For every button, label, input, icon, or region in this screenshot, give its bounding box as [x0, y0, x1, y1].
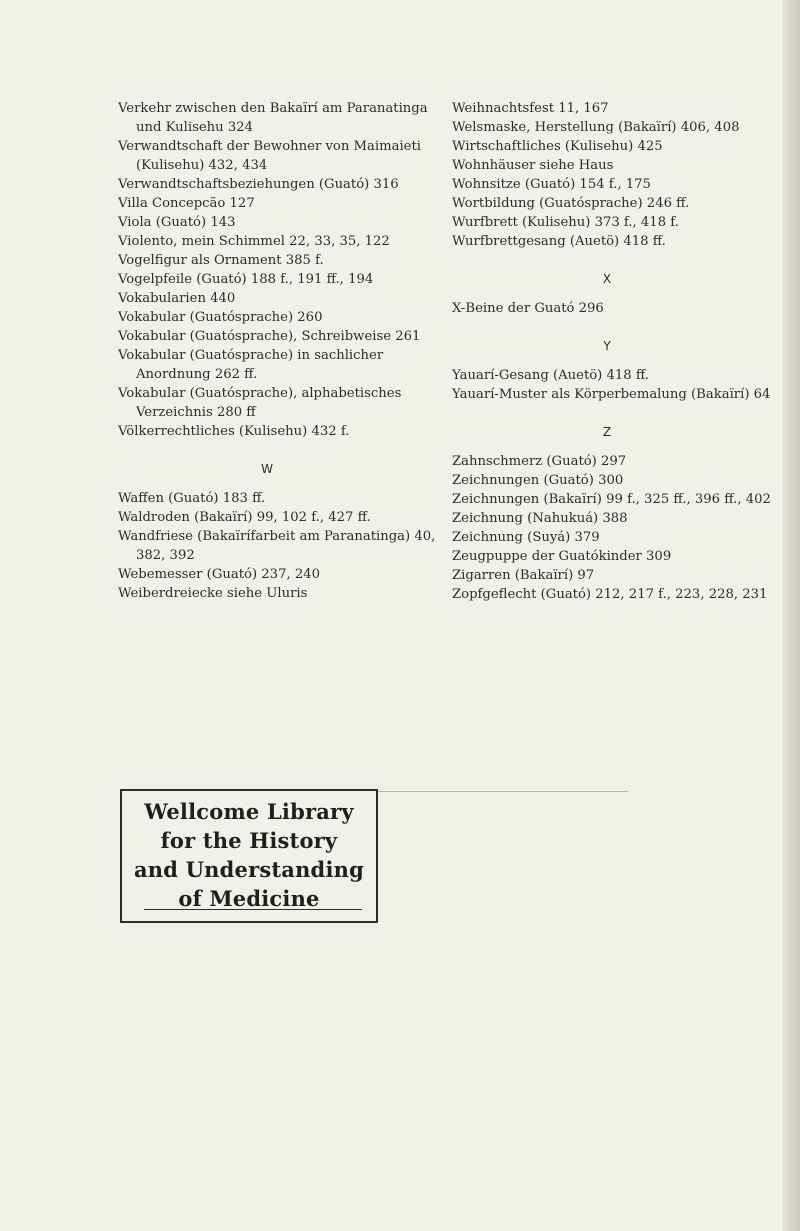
index-column-left	[118, 99, 436, 603]
index-entry: Wirtschaftliches (Kulisehu) 425	[452, 139, 663, 154]
index-entry: Wohnsitze (Guató) 154 f., 175	[452, 177, 651, 192]
library-stamp	[120, 789, 378, 923]
index-entry: Waffen (Guató) 183 ff.	[118, 491, 266, 506]
index-entry: Weiberdreiecke siehe Uluris	[118, 586, 308, 601]
index-entry: Vokabular (Guatósprache) in sachlicher Anordnung 262 ff.	[118, 348, 384, 382]
index-entry: Völkerrechtliches (Kulisehu) 432 f.	[118, 424, 350, 439]
stamp-line: and Understanding	[134, 857, 364, 882]
stamp-underline	[144, 909, 362, 910]
index-entry: Vokabular (Guatósprache) 260	[118, 310, 323, 325]
index-entry: Verkehr zwischen den Bakaïrí am Paranatinga und Kulisehu 324	[118, 101, 428, 135]
section-letter-y: Y	[603, 339, 611, 353]
index-entry: Violento, mein Schimmel 22, 33, 35, 122	[118, 234, 390, 249]
index-entry: Welsmaske, Herstellung (Bakaïrí) 406, 408	[452, 120, 740, 135]
index-entry: Zeichnungen (Guató) 300	[452, 473, 624, 488]
index-entry: Zopfgeflecht (Guató) 212, 217 f., 223, 228, 231	[452, 587, 768, 602]
index-entry: Zeichnungen (Bakaïrí) 99 f., 325 ff., 396 ff., 402	[452, 492, 771, 507]
index-entry: Zigarren (Bakaïrí) 97	[452, 568, 595, 583]
stamp-line: for the History	[160, 828, 338, 853]
index-entry: Vokabular (Guatósprache), alphabetisches Verzeichnis 280 ff	[118, 386, 402, 420]
stamp-line: of Medicine	[178, 886, 320, 911]
index-entry: Verwandtschaft der Bewohner von Maimaieti (Kulisehu) 432, 434	[118, 139, 422, 173]
stamp-line: Wellcome Library	[144, 799, 354, 824]
index-entry: Vogelfigur als Ornament 385 f.	[118, 253, 324, 268]
index-entry: Zeichnung (Suyá) 379	[452, 530, 600, 545]
index-entry: Waldroden (Bakaïrí) 99, 102 f., 427 ff.	[118, 510, 371, 525]
index-entry: Vogelpfeile (Guató) 188 f., 191 ff., 194	[118, 272, 374, 287]
index-entry: Verwandtschaftsbeziehungen (Guató) 316	[118, 177, 399, 192]
section-letter-w: W	[261, 462, 273, 476]
section-letter-x: X	[602, 272, 612, 286]
index-entry: Zahnschmerz (Guató) 297	[452, 454, 627, 469]
index-entry: Vokabularien 440	[118, 291, 236, 306]
page-edge-shadow	[782, 0, 800, 1231]
index-entry: Yauarí-Gesang (Auetö) 418 ff.	[452, 368, 649, 383]
index-entry: Yauarí-Muster als Körperbemalung (Bakaïrí) 64	[452, 387, 771, 402]
index-entry: Weihnachtsfest 11, 167	[452, 101, 609, 116]
index-column-right	[452, 99, 774, 604]
index-entry: Webemesser (Guató) 237, 240	[118, 567, 321, 582]
index-entry: Viola (Guató) 143	[118, 215, 236, 230]
index-entry: Vokabular (Guatósprache), Schreibweise 261	[118, 329, 421, 344]
index-entry: Zeugpuppe der Guatókinder 309	[452, 549, 672, 564]
index-entry: Wohnhäuser siehe Haus	[452, 158, 614, 173]
section-letter-z: Z	[602, 425, 612, 439]
index-entry: Wortbildung (Guatósprache) 246 ff.	[452, 196, 690, 211]
index-entry: Wurfbrettgesang (Auetö) 418 ff.	[452, 234, 666, 249]
index-entry: Villa Concepcão 127	[118, 196, 255, 211]
index-entry: Zeichnung (Nahukuá) 388	[452, 511, 628, 526]
stamp-rule	[378, 791, 628, 792]
index-entry: Wurfbrett (Kulisehu) 373 f., 418 f.	[452, 215, 679, 230]
index-entry: X-Beine der Guató 296	[452, 301, 604, 316]
index-entry: Wandfriese (Bakaïrífarbeit am Paranatinga) 40, 382, 392	[118, 529, 436, 563]
